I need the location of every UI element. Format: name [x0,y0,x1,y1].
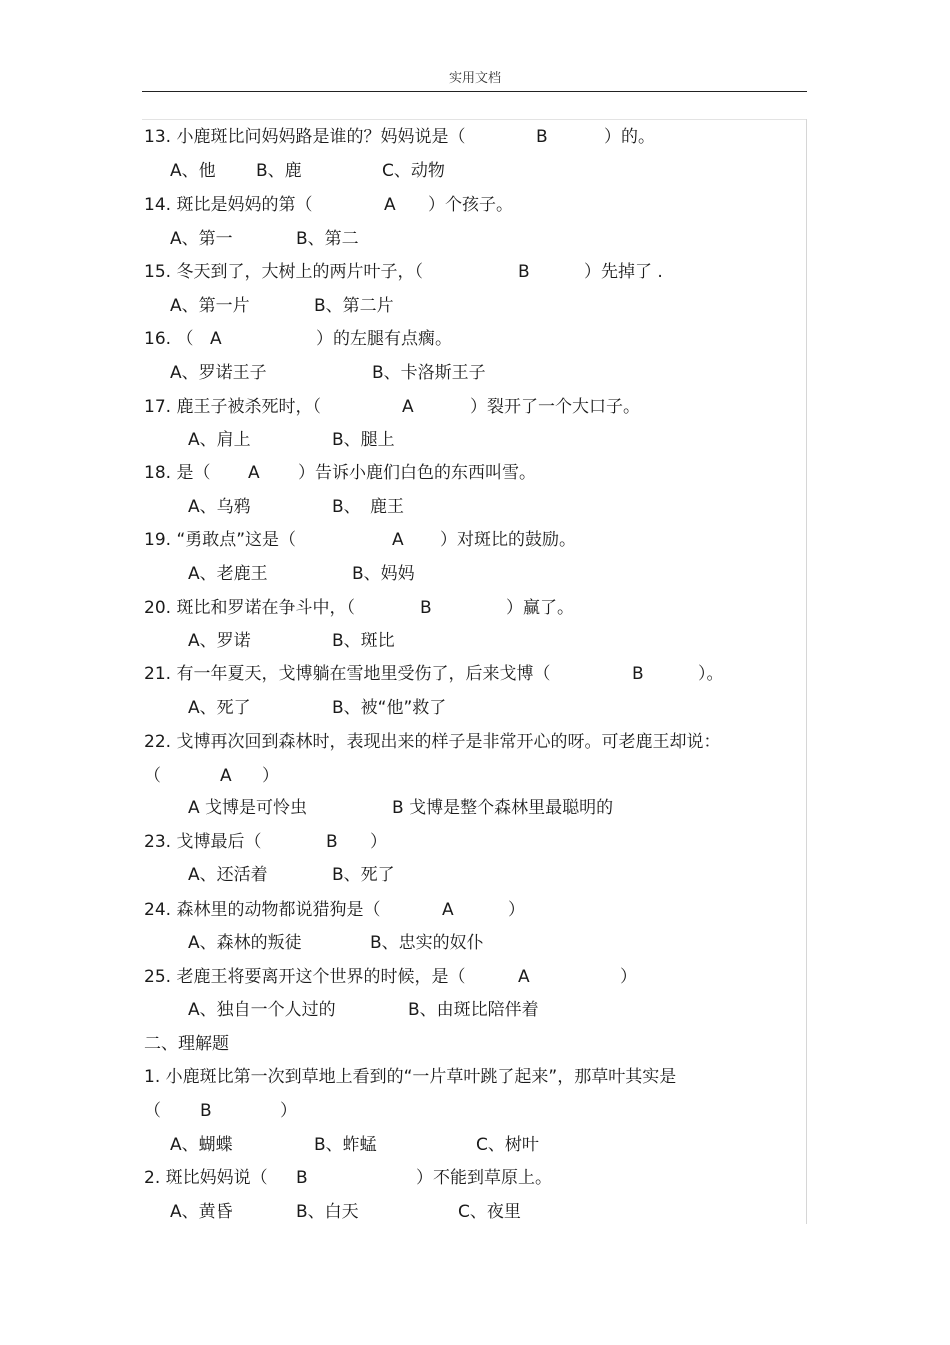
option: A、蝴蝶 [170,1135,233,1155]
answer-letter: A [518,967,530,987]
option: B、白天 [296,1202,359,1222]
answer-letter: B [518,262,530,282]
option: A、罗诺 [188,631,251,651]
question-text-end: ）个孩子。 [428,195,513,215]
option: B、第二 [296,229,359,249]
question-text-end: ）对斑比的鼓励。 [440,530,576,550]
answer-letter: B [536,127,548,147]
answer-bracket-close: ） [280,1101,297,1121]
answer-bracket-open: （ [144,1101,161,1121]
option: A、还活着 [188,865,268,885]
option: B、被“他”救了 [332,698,447,718]
section-title: 二、理解题 [144,1034,229,1054]
answer-letter: B [296,1168,308,1188]
option: B、卡洛斯王子 [372,363,486,383]
option: A、森林的叛徒 [188,933,302,953]
answer-letter: A [248,463,260,483]
option: A、黄昏 [170,1202,233,1222]
option: 鹿王 [370,497,404,517]
option: A、第一片 [170,296,250,316]
option: A、罗诺王子 [170,363,267,383]
option: C、夜里 [458,1202,521,1222]
question-text: 25. 老鹿王将要离开这个世界的时候，是（ [144,967,466,987]
option: B、第二片 [314,296,394,316]
header-divider [142,91,807,92]
question-text-end: ） [508,900,525,920]
option: B、由斑比陪伴着 [408,1000,539,1020]
option: B、斑比 [332,631,395,651]
question-text: 13. 小鹿斑比问妈妈路是谁的？妈妈说是（ [144,127,466,147]
question-text: 17. 鹿王子被杀死时，（ [144,397,321,417]
question-text: 2. 斑比妈妈说（ [144,1168,268,1188]
answer-letter: B [326,832,338,852]
question-text: 16. （ [144,329,194,349]
answer-letter: A [384,195,396,215]
option: A、肩上 [188,430,251,450]
question-text-end: ）先掉了 . [584,262,663,282]
question-text: 15. 冬天到了，大树上的两片叶子，（ [144,262,423,282]
question-text-end: ）不能到草原上。 [416,1168,552,1188]
answer-letter: A [392,530,404,550]
question-text-end: ）。 [698,664,724,684]
question-text: 14. 斑比是妈妈的第（ [144,195,313,215]
question-text: 24. 森林里的动物都说猎狗是（ [144,900,381,920]
question-text: 18. 是（ [144,463,211,483]
question-text: 1. 小鹿斑比第一次到草地上看到的“一片草叶跳了起来”，那草叶其实是 [144,1067,677,1087]
question-text: 21. 有一年夏天，戈博躺在雪地里受伤了，后来戈博（ [144,664,551,684]
answer-letter: A [402,397,414,417]
option: C、动物 [382,161,445,181]
answer-letter: A [220,766,232,786]
question-text-end: ） [620,967,637,987]
option: A、第一 [170,229,233,249]
question-text-end: ）的。 [604,127,655,147]
question-text-end: ）赢了。 [506,598,574,618]
answer-bracket-close: ） [262,766,279,786]
question-text-end: ） [370,832,387,852]
option: C、树叶 [476,1135,539,1155]
answer-letter: A [210,329,222,349]
option: B、腿上 [332,430,395,450]
question-text-end: ）的左腿有点瘸。 [316,329,452,349]
question-text: 20. 斑比和罗诺在争斗中，（ [144,598,355,618]
answer-letter: B [420,598,432,618]
option: B、死了 [332,865,395,885]
answer-bracket-open: （ [144,766,161,786]
answer-letter: A [442,900,454,920]
question-text: 19. “勇敢点”这是（ [144,530,297,550]
question-text-end: ）裂开了一个大口子。 [470,397,640,417]
content-frame-top [142,119,807,120]
question-text: 22. 戈博再次回到森林时，表现出来的样子是非常开心的呀。可老鹿王却说： [144,732,721,752]
option: A 戈博是可怜虫 [188,798,308,818]
option: B、蚱蜢 [314,1135,377,1155]
option: A、老鹿王 [188,564,268,584]
answer-letter: B [632,664,644,684]
option: A、他 [170,161,216,181]
content-frame-right [806,119,807,1224]
question-text-end: ）告诉小鹿们白色的东西叫雪。 [298,463,536,483]
option: B 戈博是整个森林里最聪明的 [392,798,614,818]
option: B、鹿 [256,161,302,181]
option: B、妈妈 [352,564,415,584]
page-header: 实用文档 [448,71,501,86]
option: A、死了 [188,698,251,718]
option: B、 [332,497,361,517]
question-text: 23. 戈博最后（ [144,832,262,852]
option: B、忠实的奴仆 [370,933,484,953]
answer-letter: B [200,1101,212,1121]
option: A、乌鸦 [188,497,251,517]
option: A、独自一个人过的 [188,1000,336,1020]
